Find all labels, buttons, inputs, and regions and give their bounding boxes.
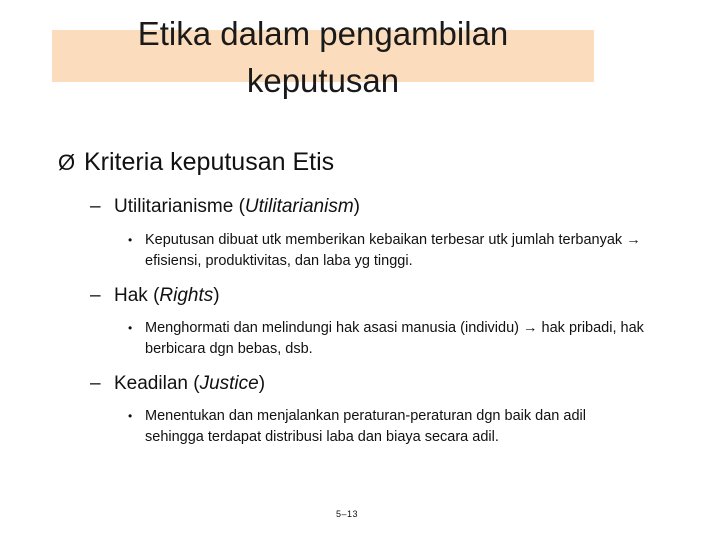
criterion-description (128, 318, 648, 360)
criterion-label-english: Rights (159, 285, 214, 306)
criterion-label-english: Justice (199, 373, 259, 394)
criterion-label-english: Utilitarianism (244, 196, 354, 217)
bullet-dot: • (128, 233, 133, 247)
criterion-label-close: ) (213, 285, 220, 306)
page-number: 5–13 (336, 509, 359, 519)
criterion-label: Keadilan ( (114, 373, 200, 394)
criterion-description (128, 406, 648, 448)
criterion-label: Utilitarianisme ( (114, 196, 245, 217)
description-text: Menghormati dan melindungi hak asasi manusia (individu) → hak pribadi, hak berbicara dgn bebas, dsb. (145, 320, 644, 357)
slide-title (52, 10, 594, 104)
main-bullet-text: Kriteria keputusan Etis (84, 148, 335, 176)
bullet-dot: • (128, 409, 133, 423)
bullet-dot: • (128, 321, 133, 335)
criterion-description (128, 230, 648, 272)
dash-marker: – (90, 373, 101, 394)
title-line-1: Etika dalam pengambilan (137, 15, 509, 52)
criterion-label-close: ) (258, 373, 266, 394)
description-text: Menentukan dan menjalankan peraturan-peraturan dgn baik dan adil sehingga terdapat distribusi laba dan biaya secara adil. (145, 408, 586, 445)
dash-marker: – (90, 285, 101, 306)
criterion-justice (90, 371, 265, 397)
criterion-utilitarianism (90, 194, 360, 220)
criterion-label: Hak ( (114, 285, 160, 306)
arrow-bullet-icon: Ø (58, 150, 76, 175)
title-line-2: keputusan (246, 62, 400, 99)
dash-marker: – (90, 196, 101, 217)
main-bullet (58, 146, 334, 179)
description-text: Keputusan dibuat utk memberikan kebaikan terbesar utk jumlah terbanyak → efisiensi, produktivitas, dan laba yg tinggi. (145, 232, 641, 269)
criterion-rights (90, 283, 220, 309)
criterion-label-close: ) (353, 196, 360, 217)
